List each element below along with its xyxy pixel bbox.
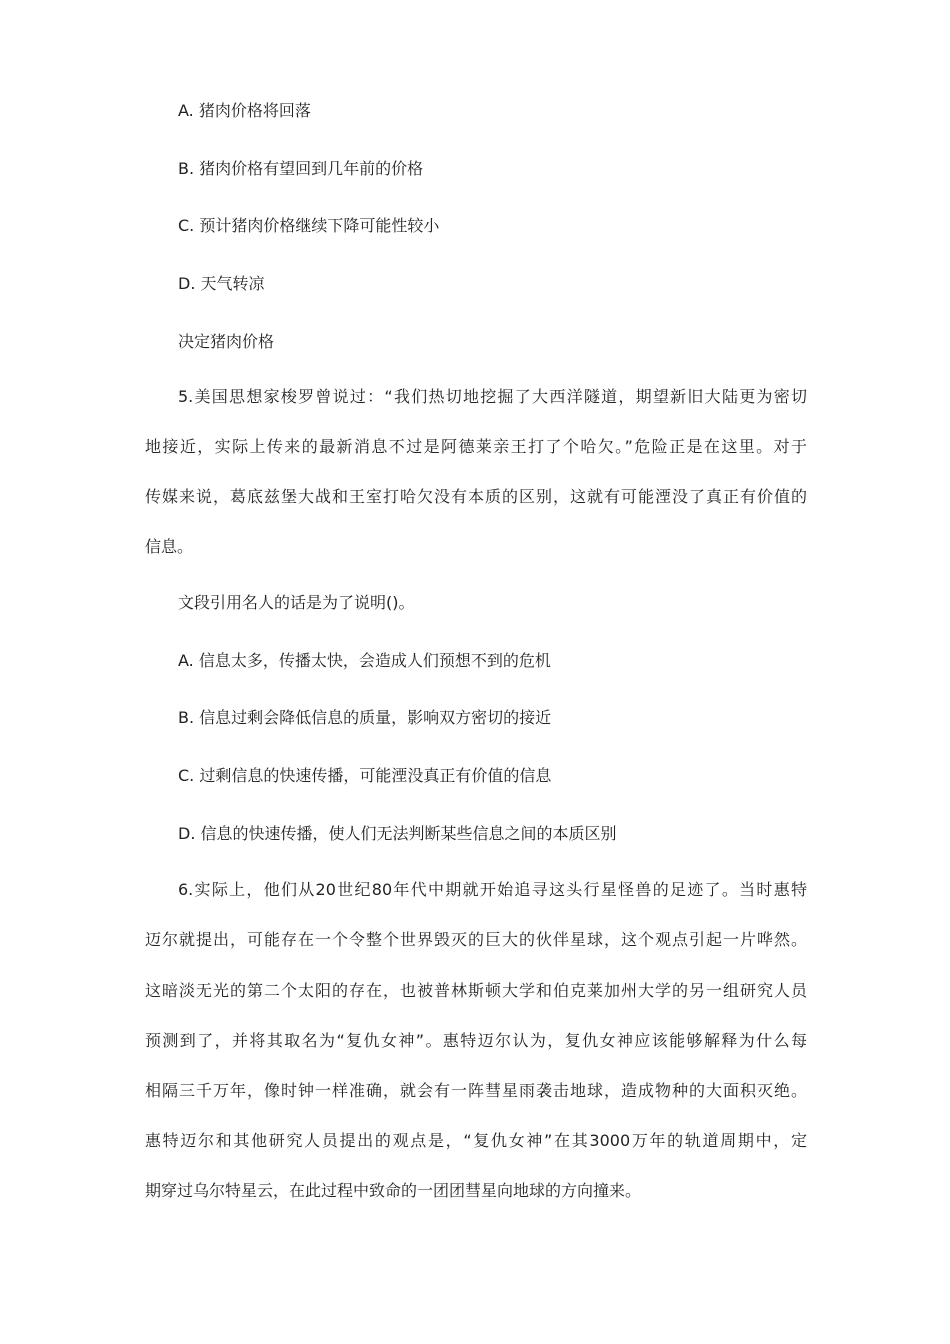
- q6-passage-line-5: 相隔三千万年，像时钟一样准确，就会有一阵彗星雨袭击地球，造成物种的大面积灭绝。: [145, 1081, 807, 1100]
- q4-note: 决定猪肉价格: [178, 332, 275, 351]
- q5-passage-line-4: 信息。: [145, 537, 194, 556]
- q4-option-b: B. 猪肉价格有望回到几年前的价格: [178, 159, 424, 178]
- q5-passage-line-1: 5.美国思想家梭罗曾说过：“我们热切地挖掘了大西洋隧道，期望新旧大陆更为密切: [178, 387, 807, 406]
- q5-option-a: A. 信息太多，传播太快，会造成人们预想不到的危机: [178, 651, 551, 670]
- q4-option-d: D. 天气转凉: [178, 274, 265, 293]
- q5-option-d: D. 信息的快速传播，使人们无法判断某些信息之间的本质区别: [178, 824, 617, 843]
- q6-passage-line-1: 6.实际上，他们从20世纪80年代中期就开始追寻这头行星怪兽的足迹了。当时惠特: [178, 880, 807, 899]
- q6-passage-line-3: 这暗淡无光的第二个太阳的存在，也被普林斯顿大学和伯克莱加州大学的另一组研究人员: [145, 981, 807, 1000]
- q5-passage-line-2: 地接近，实际上传来的最新消息不过是阿德莱亲王打了个哈欠。”危险正是在这里。对于: [145, 437, 807, 456]
- q5-passage-line-3: 传媒来说，葛底兹堡大战和王室打哈欠没有本质的区别，这就有可能湮没了真正有价值的: [145, 487, 807, 506]
- q5-option-b: B. 信息过剩会降低信息的质量，影响双方密切的接近: [178, 708, 552, 727]
- q6-passage-line-7: 期穿过乌尔特星云，在此过程中致命的一团团彗星向地球的方向撞来。: [145, 1181, 642, 1200]
- q4-option-c: C. 预计猪肉价格继续下降可能性较小: [178, 216, 440, 235]
- q5-question: 文段引用名人的话是为了说明()。: [178, 593, 415, 612]
- q4-option-a: A. 猪肉价格将回落: [178, 101, 311, 120]
- q6-passage-line-6: 惠特迈尔和其他研究人员提出的观点是，“复仇女神”在其3000万年的轨道周期中，定: [145, 1131, 807, 1150]
- q6-passage-line-4: 预测到了，并将其取名为“复仇女神”。惠特迈尔认为，复仇女神应该能够解释为什么每: [145, 1031, 807, 1050]
- q5-option-c: C. 过剩信息的快速传播，可能湮没真正有价值的信息: [178, 766, 552, 785]
- q6-passage-line-2: 迈尔就提出，可能存在一个令整个世界毁灭的巨大的伙伴星球，这个观点引起一片哗然。: [145, 930, 807, 949]
